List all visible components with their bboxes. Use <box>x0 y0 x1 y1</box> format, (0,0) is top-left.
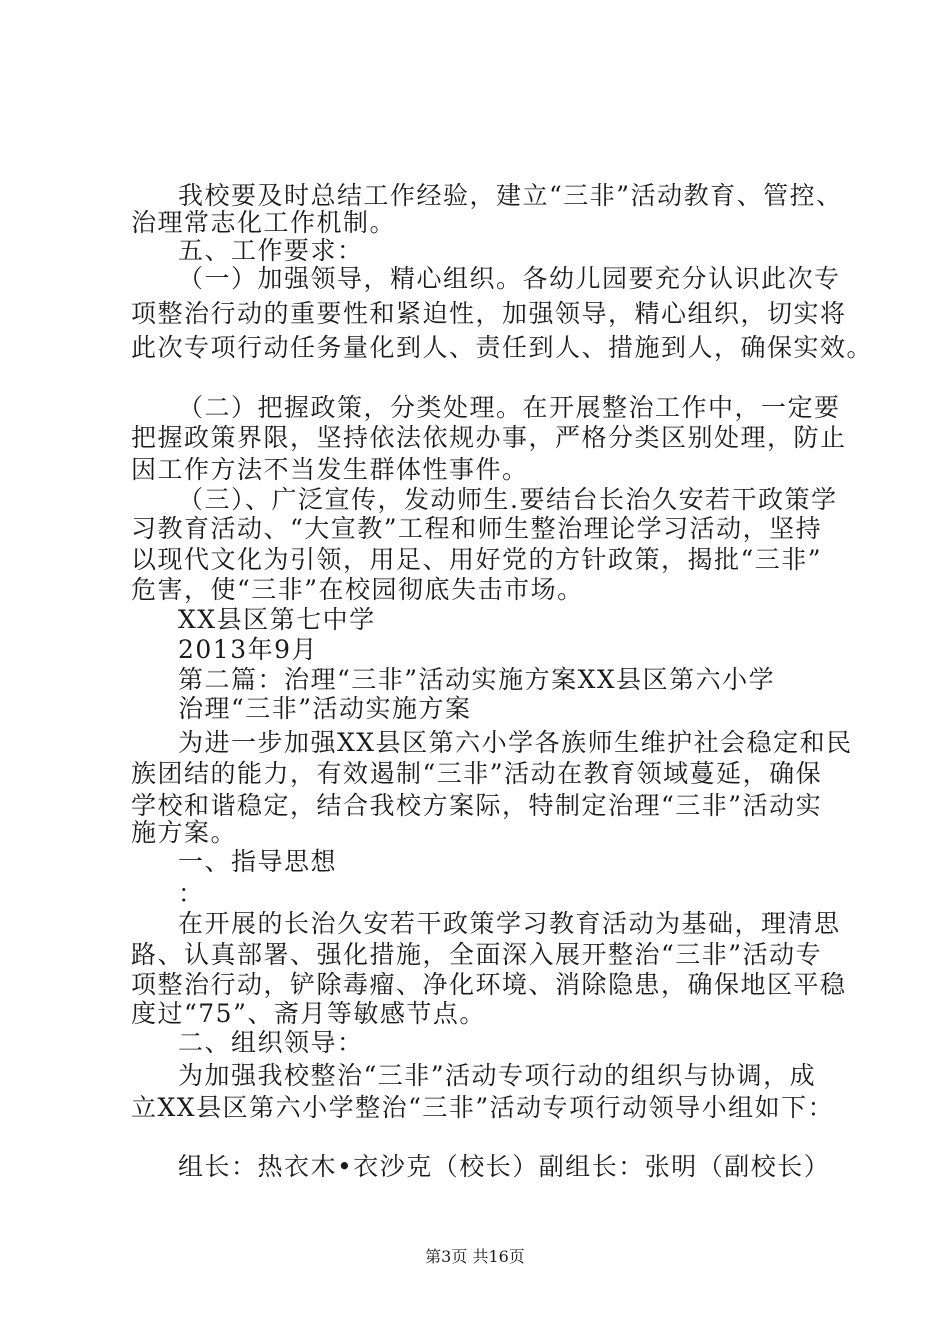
chapter-subtitle: 治理“三非”活动实施方案 <box>178 694 472 723</box>
paragraph-line: （一）加强领导，精心组织。各幼儿园要充分认识此次专 <box>178 264 841 293</box>
paragraph-line: 危害，使“三非”在校园彻底失击市场。 <box>131 575 584 604</box>
paragraph-line: 施方案。 <box>131 818 238 847</box>
paragraph-line: 在开展的长治久安若干政策学习教育活动为基础，理清思 <box>178 909 841 938</box>
paragraph-line: 立XX县区第六小学整治“三非”活动专项行动领导小组如下： <box>131 1093 835 1122</box>
paragraph-line: 此次专项行动任务量化到人、责任到人、措施到人，确保实效。 <box>131 333 874 362</box>
paragraph-line: 度过“75”、斋月等敏感节点。 <box>131 999 486 1028</box>
paragraph-line: 项整治行动，铲除毒瘤、净化环境、消除隐患，确保地区平稳 <box>131 970 847 999</box>
paragraph-line: 把握政策界限，坚持依法依规办事，严格分类区别处理，防止 <box>131 423 847 452</box>
paragraph-line: 我校要及时总结工作经验，建立“三非”活动教育、管控、 <box>178 181 843 210</box>
paragraph-line: 为加强我校整治“三非”活动专项行动的组织与协调，成 <box>178 1061 817 1090</box>
paragraph-line: 学校和谐稳定，结合我校方案际，特制定治理“三非”活动实 <box>131 791 823 820</box>
paragraph-line: 以现代文化为引领，用足、用好党的方针政策，揭批“三非” <box>131 545 823 574</box>
paragraph-line: 项整治行动的重要性和紧迫性，加强领导，精心组织，切实将 <box>131 299 847 328</box>
paragraph-line: 治理常志化工作机制。 <box>131 208 397 237</box>
signature-date: 2013年9月 <box>178 635 319 664</box>
section-heading: 二、组织领导： <box>178 1028 364 1057</box>
paragraph-line: ： <box>178 879 205 908</box>
paragraph-line: 习教育活动、“大宣教”工程和师生整治理论学习活动，坚持 <box>131 514 823 543</box>
section-heading: 一、指导思想 <box>178 847 338 876</box>
paragraph-line: 为进一步加强XX县区第六小学各族师生维护社会稳定和民 <box>178 728 853 757</box>
paragraph-line: 族团结的能力，有效遏制“三非”活动在教育领域蔓延，确保 <box>131 759 823 788</box>
paragraph-line: 因工作方法不当发生群体性事件。 <box>131 455 529 484</box>
paragraph-line: 路、认真部署、强化措施，全面深入展开整治“三非”活动专 <box>131 940 823 969</box>
page-number: 第3页 共16页 <box>425 1247 525 1266</box>
paragraph-line: （二）把握政策，分类处理。在开展整治工作中，一定要 <box>178 393 841 422</box>
paragraph-line: （三）、广泛宣传，发动师生.要结台长治久安若干政策学 <box>178 485 838 514</box>
signature-organization: XX县区第七中学 <box>178 605 376 634</box>
paragraph-line: 组长：热衣木•衣沙克（校长）副组长：张明（副校长） <box>178 1152 831 1181</box>
section-heading: 五、工作要求： <box>178 236 364 265</box>
chapter-title: 第二篇：治理“三非”活动实施方案XX县区第六小学 <box>178 665 776 694</box>
